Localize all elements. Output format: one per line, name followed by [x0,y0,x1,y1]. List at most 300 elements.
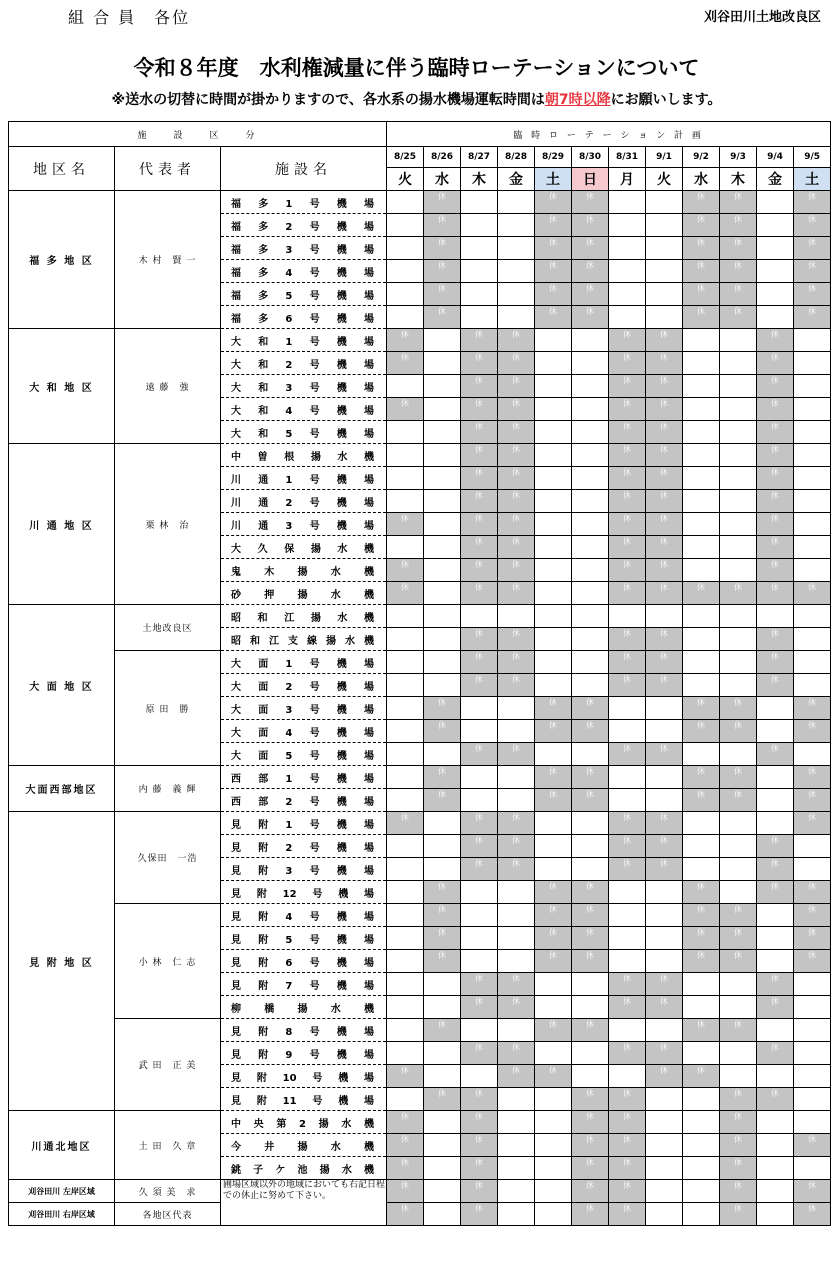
rest-cell: 休 [461,582,498,605]
schedule-cell [387,697,424,720]
rest-cell: 休 [461,835,498,858]
rest-cell: 休 [794,306,831,329]
schedule-cell [572,375,609,398]
schedule-cell [387,720,424,743]
schedule-cell [424,513,461,536]
schedule-cell [683,329,720,352]
schedule-cell [609,260,646,283]
schedule-cell [720,421,757,444]
schedule-cell [387,950,424,973]
schedule-cell [572,421,609,444]
schedule-cell [387,996,424,1019]
schedule-cell [572,490,609,513]
rest-cell: 休 [387,812,424,835]
schedule-cell [757,1157,794,1180]
rest-cell: 休 [535,1019,572,1042]
schedule-cell [424,1042,461,1065]
rest-cell: 休 [609,858,646,881]
facility-name: 福多4号機場 [221,260,387,283]
facility-name: 見附12号機場 [221,881,387,904]
facility-name: 川通3号機場 [221,513,387,536]
rest-cell: 休 [794,1203,831,1226]
rest-cell: 休 [609,628,646,651]
rest-cell: 休 [794,582,831,605]
date-header: 8/30 [572,147,609,168]
schedule-cell [572,973,609,996]
rest-cell: 休 [757,1042,794,1065]
representative-name: 土地改良区 [115,605,221,651]
rest-cell: 休 [461,651,498,674]
rest-cell: 休 [794,904,831,927]
rest-cell: 休 [720,1203,757,1226]
rest-cell: 休 [757,1088,794,1111]
schedule-cell [609,605,646,628]
schedule-cell [498,1111,535,1134]
schedule-cell [609,1019,646,1042]
schedule-cell [609,766,646,789]
representative-name: 原 田 勝 [115,651,221,766]
rest-cell: 休 [646,651,683,674]
schedule-cell [424,651,461,674]
table-row [9,605,831,628]
facility-name: 福多2号機場 [221,214,387,237]
schedule-cell [387,1019,424,1042]
rest-cell: 休 [609,996,646,1019]
schedule-cell [572,996,609,1019]
schedule-cell [794,1088,831,1111]
rest-cell: 休 [424,237,461,260]
schedule-cell [683,651,720,674]
schedule-cell [461,881,498,904]
schedule-cell [387,444,424,467]
date-header: 8/27 [461,147,498,168]
rest-cell: 休 [387,513,424,536]
rest-cell: 休 [461,1088,498,1111]
rest-cell: 休 [720,697,757,720]
facility-name: 見附2号機場 [221,835,387,858]
schedule-cell [646,881,683,904]
rest-cell: 休 [794,191,831,214]
facility-name: 大面3号機場 [221,697,387,720]
rest-cell: 休 [609,1203,646,1226]
rest-cell: 休 [572,1134,609,1157]
rest-cell: 休 [720,214,757,237]
schedule-cell [609,306,646,329]
rest-cell: 休 [720,237,757,260]
schedule-cell [646,214,683,237]
rest-cell: 休 [646,467,683,490]
rest-cell: 休 [461,329,498,352]
schedule-cell [535,1088,572,1111]
subtitle-emphasis: 朝7時以降 [544,92,611,108]
schedule-cell [757,237,794,260]
schedule-cell [424,352,461,375]
district-name: 大 面 地 区 [9,605,115,766]
representative-name: 武 田 正 美 [115,1019,221,1111]
date-header: 9/1 [646,147,683,168]
rest-cell: 休 [757,559,794,582]
schedule-cell [720,1042,757,1065]
schedule-cell [720,513,757,536]
schedule-cell [572,858,609,881]
schedule-cell [387,467,424,490]
rest-cell: 休 [683,191,720,214]
rest-cell: 休 [683,237,720,260]
schedule-cell [572,444,609,467]
representative-name: 小 林 仁 志 [115,904,221,1019]
recipient-line: 組 合 員 各位 [68,8,191,27]
weekday-header: 日 [572,168,609,191]
schedule-cell [757,214,794,237]
facility-name: 鬼木揚水機 [221,559,387,582]
facility-name: 見附4号機場 [221,904,387,927]
rest-cell: 休 [609,352,646,375]
schedule-cell [387,858,424,881]
schedule-cell [609,1065,646,1088]
rest-cell: 休 [683,1019,720,1042]
date-header: 9/5 [794,147,831,168]
schedule-cell [387,973,424,996]
facility-name: 見附10号機場 [221,1065,387,1088]
schedule-cell [720,651,757,674]
rest-cell: 休 [461,467,498,490]
rest-cell: 休 [757,375,794,398]
rest-cell: 休 [572,1111,609,1134]
rest-cell: 休 [609,1180,646,1203]
schedule-cell [498,1088,535,1111]
schedule-cell [683,444,720,467]
rest-cell: 休 [646,536,683,559]
facility-name: 大和2号機場 [221,352,387,375]
rest-cell: 休 [757,444,794,467]
rest-cell: 休 [609,651,646,674]
col-header-district: 地区名 [9,147,115,191]
section-plan-header: 臨 時 ロ ー テ ー シ ョ ン 計 画 [387,122,831,147]
representative-name: 内 藤 義 輝 [115,766,221,812]
schedule-cell [535,1157,572,1180]
schedule-cell [535,375,572,398]
rest-cell: 休 [572,260,609,283]
schedule-cell [461,260,498,283]
schedule-cell [572,582,609,605]
rest-cell: 休 [498,421,535,444]
schedule-cell [757,697,794,720]
rest-cell: 休 [720,1111,757,1134]
schedule-cell [720,1065,757,1088]
schedule-cell [794,1019,831,1042]
schedule-cell [424,812,461,835]
facility-name: 中曽根揚水機 [221,444,387,467]
schedule-cell [683,467,720,490]
weekday-header: 木 [461,168,498,191]
rest-cell: 休 [683,904,720,927]
schedule-cell [572,628,609,651]
col-header-representative: 代表者 [115,147,221,191]
schedule-cell [424,582,461,605]
rest-cell: 休 [572,1203,609,1226]
rest-cell: 休 [757,835,794,858]
schedule-cell [387,1042,424,1065]
schedule-cell [572,467,609,490]
rest-cell: 休 [424,214,461,237]
schedule-cell [757,283,794,306]
schedule-cell [535,973,572,996]
date-header: 8/31 [609,147,646,168]
schedule-cell [424,421,461,444]
schedule-cell [757,927,794,950]
rest-cell: 休 [461,536,498,559]
rest-cell: 休 [720,1019,757,1042]
schedule-cell [387,651,424,674]
schedule-cell [757,191,794,214]
facility-name: 西部2号機場 [221,789,387,812]
rest-cell: 休 [609,398,646,421]
schedule-cell [498,927,535,950]
rest-cell: 休 [498,1042,535,1065]
rotation-table [8,121,831,1226]
rest-cell: 休 [572,283,609,306]
schedule-cell [498,214,535,237]
rest-cell: 休 [535,766,572,789]
schedule-cell [387,214,424,237]
schedule-cell [646,283,683,306]
schedule-cell [572,1042,609,1065]
schedule-cell [794,490,831,513]
rest-cell: 休 [646,375,683,398]
table-row [9,191,831,214]
schedule-cell [646,904,683,927]
district-name: 刈谷田川 右岸区域 [9,1203,115,1226]
rest-cell: 休 [794,927,831,950]
schedule-cell [424,996,461,1019]
schedule-cell [572,352,609,375]
rest-cell: 休 [498,973,535,996]
table-row [9,904,831,927]
rest-cell: 休 [683,789,720,812]
rest-cell: 休 [572,1019,609,1042]
rest-cell: 休 [609,444,646,467]
facility-name: 見附5号機場 [221,927,387,950]
table-row-footer [9,1180,831,1203]
rest-cell: 休 [683,582,720,605]
page-title: 令和８年度 水利権減量に伴う臨時ローテーションについて [133,56,700,80]
rest-cell: 休 [646,444,683,467]
rest-cell: 休 [461,1134,498,1157]
rest-cell: 休 [720,1180,757,1203]
rest-cell: 休 [609,559,646,582]
rest-cell: 休 [609,1134,646,1157]
weekday-header: 金 [757,168,794,191]
rest-cell: 休 [720,789,757,812]
schedule-cell [424,1065,461,1088]
rest-cell: 休 [757,881,794,904]
schedule-cell [720,628,757,651]
schedule-cell [498,1134,535,1157]
representative-name: 栗 林 治 [115,444,221,605]
rest-cell: 休 [794,697,831,720]
rest-cell: 休 [498,536,535,559]
rest-cell: 休 [461,352,498,375]
rest-cell: 休 [498,582,535,605]
schedule-cell [757,950,794,973]
rest-cell: 休 [461,674,498,697]
facility-name: 福多5号機場 [221,283,387,306]
schedule-cell [387,1088,424,1111]
table-row [9,651,831,674]
rest-cell: 休 [794,237,831,260]
page-subtitle [0,89,833,109]
rest-cell: 休 [646,1042,683,1065]
facility-name: 大久保揚水機 [221,536,387,559]
rest-cell: 休 [535,950,572,973]
rest-cell: 休 [720,1134,757,1157]
schedule-cell [461,697,498,720]
rest-cell: 休 [387,582,424,605]
header-row-sections [9,122,831,147]
schedule-cell [535,996,572,1019]
schedule-cell [498,1203,535,1226]
rest-cell: 休 [757,996,794,1019]
rest-cell: 休 [683,720,720,743]
schedule-cell [572,605,609,628]
rest-cell: 休 [609,743,646,766]
rest-cell: 休 [609,812,646,835]
schedule-cell [683,513,720,536]
footer-note: 圃場区域以外の地域においても右記日程での休止に努めて下さい。 [221,1180,387,1226]
facility-name: 川通1号機場 [221,467,387,490]
schedule-cell [720,605,757,628]
schedule-cell [794,835,831,858]
schedule-cell [683,1042,720,1065]
rest-cell: 休 [572,237,609,260]
schedule-cell [424,1203,461,1226]
facility-name: 大面2号機場 [221,674,387,697]
rest-cell: 休 [498,835,535,858]
rest-cell: 休 [461,559,498,582]
schedule-cell [572,398,609,421]
schedule-cell [535,582,572,605]
rest-cell: 休 [757,490,794,513]
schedule-cell [498,260,535,283]
schedule-cell [609,789,646,812]
schedule-cell [424,329,461,352]
schedule-cell [424,743,461,766]
schedule-cell [535,605,572,628]
rest-cell: 休 [646,513,683,536]
rest-cell: 休 [609,329,646,352]
rest-cell: 休 [609,490,646,513]
schedule-cell [683,536,720,559]
rest-cell: 休 [757,651,794,674]
schedule-cell [646,950,683,973]
rest-cell: 休 [646,835,683,858]
rest-cell: 休 [646,490,683,513]
schedule-cell [646,927,683,950]
rest-cell: 休 [609,513,646,536]
rest-cell: 休 [535,789,572,812]
schedule-cell [461,789,498,812]
rest-cell: 休 [683,1065,720,1088]
schedule-cell [498,904,535,927]
rest-cell: 休 [387,1111,424,1134]
facility-name: 西部1号機場 [221,766,387,789]
schedule-cell [794,858,831,881]
schedule-cell [757,1134,794,1157]
rest-cell: 休 [424,789,461,812]
rest-cell: 休 [387,1180,424,1203]
schedule-cell [572,1065,609,1088]
rest-cell: 休 [757,858,794,881]
schedule-cell [683,1088,720,1111]
schedule-cell [387,881,424,904]
rest-cell: 休 [461,973,498,996]
schedule-cell [424,375,461,398]
facility-name: 大和5号機場 [221,421,387,444]
schedule-cell [498,881,535,904]
schedule-cell [646,720,683,743]
table-row [9,329,831,352]
schedule-cell [609,214,646,237]
rest-cell: 休 [794,260,831,283]
schedule-cell [461,766,498,789]
schedule-cell [461,283,498,306]
schedule-cell [609,927,646,950]
rest-cell: 休 [720,766,757,789]
schedule-cell [387,260,424,283]
schedule-cell [609,283,646,306]
rest-cell: 休 [387,559,424,582]
rest-cell: 休 [794,789,831,812]
schedule-cell [646,191,683,214]
schedule-cell [387,237,424,260]
schedule-cell [387,375,424,398]
facility-name: 今井揚水機 [221,1134,387,1157]
schedule-cell [720,398,757,421]
schedule-cell [535,1134,572,1157]
schedule-cell [535,812,572,835]
weekday-header: 木 [720,168,757,191]
rest-cell: 休 [387,1134,424,1157]
rest-cell: 休 [535,214,572,237]
facility-name: 見附3号機場 [221,858,387,881]
table-row [9,444,831,467]
rest-cell: 休 [461,1180,498,1203]
schedule-cell [794,743,831,766]
rest-cell: 休 [387,352,424,375]
rest-cell: 休 [535,1065,572,1088]
rest-cell: 休 [757,582,794,605]
schedule-cell [646,1157,683,1180]
schedule-cell [720,375,757,398]
rest-cell: 休 [572,720,609,743]
rest-cell: 休 [683,766,720,789]
schedule-cell [535,559,572,582]
schedule-cell [498,1180,535,1203]
schedule-cell [461,1019,498,1042]
schedule-cell [757,812,794,835]
schedule-cell [461,927,498,950]
rest-cell: 休 [424,881,461,904]
rest-cell: 休 [461,628,498,651]
schedule-cell [646,1019,683,1042]
schedule-cell [424,444,461,467]
schedule-cell [535,651,572,674]
schedule-cell [683,421,720,444]
district-name: 大 和 地 区 [9,329,115,444]
subtitle-text: ※送水の切替に時間が掛かりますので、各水系の揚水機場運転時間は [111,92,545,108]
date-header: 9/2 [683,147,720,168]
schedule-cell [794,1065,831,1088]
